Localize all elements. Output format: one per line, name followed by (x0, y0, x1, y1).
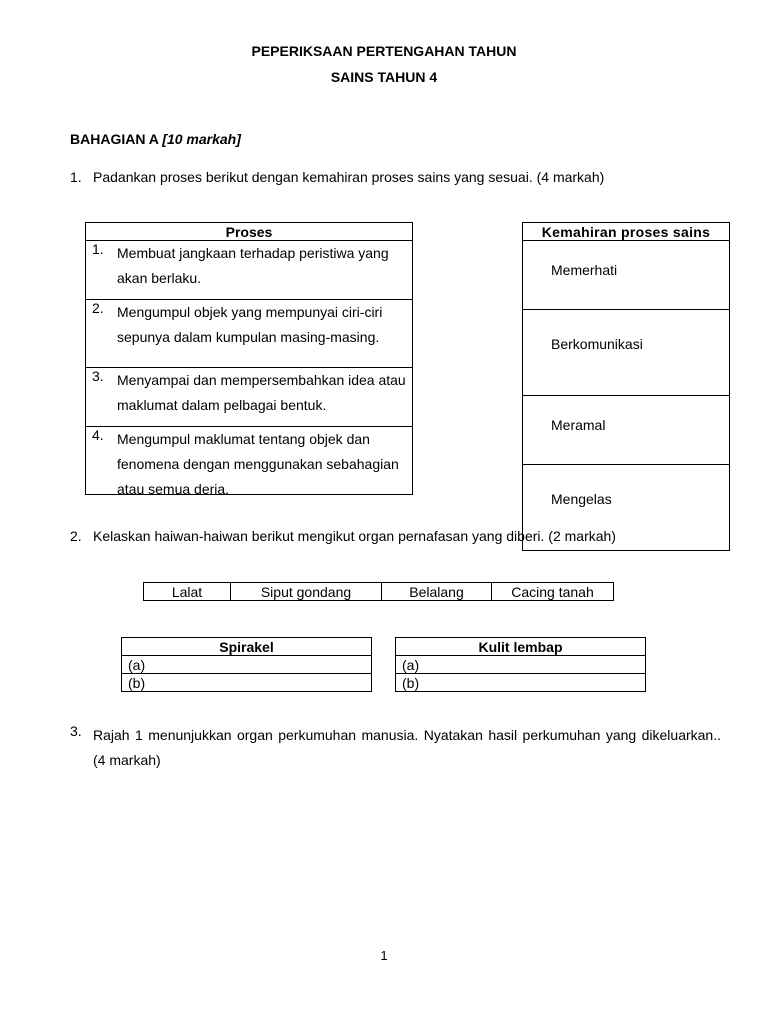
animal-cell: Cacing tanah (492, 583, 614, 601)
question-text: Kelaskan haiwan-haiwan berikut mengikut organ pernafasan yang diberi. (2 markah) (93, 528, 616, 544)
question-text: Rajah 1 menunjukkan organ perkumuhan manusia. Nyatakan hasil perkumuhan yang dikeluarkan.. (4 markah) (93, 727, 721, 768)
animal-cell: Siput gondang (231, 583, 382, 601)
spirakel-table (121, 637, 372, 692)
animal-cell: Belalang (382, 583, 492, 601)
answer-row: (b) (122, 674, 372, 692)
answer-row: (a) (396, 656, 646, 674)
kemahiran-item: Berkomunikasi (523, 310, 730, 396)
question-3 (0, 723, 768, 783)
page-number: 1 (380, 948, 388, 963)
proses-number: 4. (92, 427, 104, 443)
proses-number: 3. (92, 368, 104, 384)
proses-number: 1. (92, 241, 104, 257)
kulit-lembap-table (395, 637, 646, 692)
proses-table (85, 222, 413, 495)
proses-number: 2. (92, 300, 104, 316)
answer-row: (b) (396, 674, 646, 692)
proses-text: Membuat jangkaan terhadap peristiwa yang akan berlaku. (117, 245, 389, 286)
question-text: Padankan proses berikut dengan kemahiran proses sains yang sesuai. (4 markah) (93, 169, 605, 185)
kemahiran-table (522, 222, 730, 551)
section-heading (70, 131, 241, 147)
kemahiran-header: Kemahiran proses sains (523, 223, 730, 241)
kemahiran-item: Mengelas (523, 465, 730, 551)
proses-text: Mengumpul objek yang mempunyai ciri-ciri sepunya dalam kumpulan masing-masing. (117, 304, 383, 345)
animals-table (143, 582, 614, 601)
answer-row: (a) (122, 656, 372, 674)
animal-cell: Lalat (144, 583, 231, 601)
question-number: 3. (70, 723, 82, 739)
proses-text: Mengumpul maklumat tentang objek dan fenomena dengan menggunakan sebahagian atau semua deria. (117, 431, 399, 497)
kulit-lembap-header: Kulit lembap (396, 638, 646, 656)
proses-row (86, 427, 412, 497)
question-number: 2. (70, 528, 82, 544)
spirakel-header: Spirakel (122, 638, 372, 656)
question-1 (0, 168, 768, 186)
proses-row (86, 300, 412, 367)
section-label: BAHAGIAN A (70, 131, 159, 147)
page-subtitle: SAINS TAHUN 4 (330, 69, 438, 85)
kemahiran-item: Memerhati (523, 241, 730, 310)
section-marks: [10 markah] (162, 131, 241, 147)
question-number: 1. (70, 169, 82, 185)
proses-text: Menyampai dan mempersembahkan idea atau maklumat dalam pelbagai bentuk. (117, 372, 406, 413)
proses-header: Proses (86, 223, 413, 241)
kemahiran-item: Meramal (523, 396, 730, 465)
proses-row (86, 368, 412, 426)
question-2 (0, 527, 768, 545)
proses-row (86, 241, 412, 299)
page-title: PEPERIKSAAN PERTENGAHAN TAHUN (251, 43, 517, 59)
